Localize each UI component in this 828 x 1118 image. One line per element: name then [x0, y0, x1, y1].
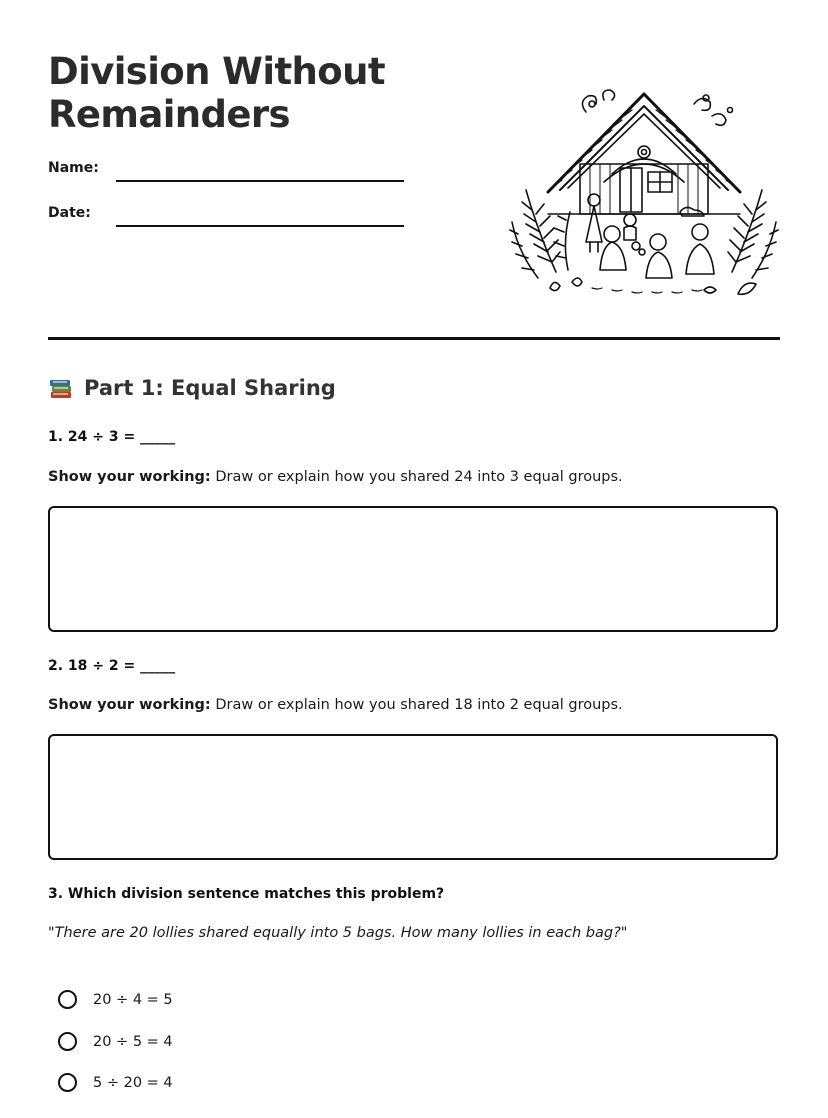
question-1-answer-box[interactable]	[48, 506, 778, 632]
option-2[interactable]	[58, 1032, 173, 1051]
working-label: Show your working:	[48, 469, 211, 485]
section-divider	[48, 337, 780, 340]
title-line-1: Division Without	[48, 50, 385, 93]
option-label: 20 ÷ 5 = 4	[93, 1033, 173, 1050]
working-label: Show your working:	[48, 697, 211, 713]
question-3-prompt: 3. Which division sentence matches this problem?	[48, 886, 445, 902]
date-field[interactable]	[116, 225, 404, 227]
name-field[interactable]	[116, 180, 404, 182]
part1-heading-text: Part 1: Equal Sharing	[84, 376, 336, 400]
question-3-problem-quote: "There are 20 lollies shared equally into 5 bags. How many lollies in each bag?"	[48, 925, 628, 941]
working-text: Draw or explain how you shared 18 into 2 equal groups.	[210, 697, 623, 713]
option-1[interactable]	[58, 990, 173, 1009]
books-icon	[48, 375, 74, 401]
title-line-2: Remainders	[48, 93, 290, 136]
option-3[interactable]	[58, 1073, 173, 1092]
date-label: Date:	[48, 205, 91, 221]
question-2-working-instruction	[48, 697, 623, 713]
option-label: 20 ÷ 4 = 5	[93, 991, 173, 1008]
working-text: Draw or explain how you shared 24 into 3 equal groups.	[210, 469, 623, 485]
radio-button[interactable]	[58, 990, 77, 1009]
option-label: 5 ÷ 20 = 4	[93, 1074, 173, 1091]
name-label: Name:	[48, 160, 99, 176]
part1-heading	[48, 375, 336, 401]
question-2-answer-box[interactable]	[48, 734, 778, 860]
radio-button[interactable]	[58, 1073, 77, 1092]
question-2-prompt: 2. 18 ÷ 2 = _____	[48, 658, 176, 674]
question-1-working-instruction	[48, 469, 623, 485]
radio-button[interactable]	[58, 1032, 77, 1051]
worksheet-title	[48, 50, 385, 136]
meeting-house-illustration	[508, 82, 780, 300]
question-1-prompt: 1. 24 ÷ 3 = _____	[48, 429, 176, 445]
